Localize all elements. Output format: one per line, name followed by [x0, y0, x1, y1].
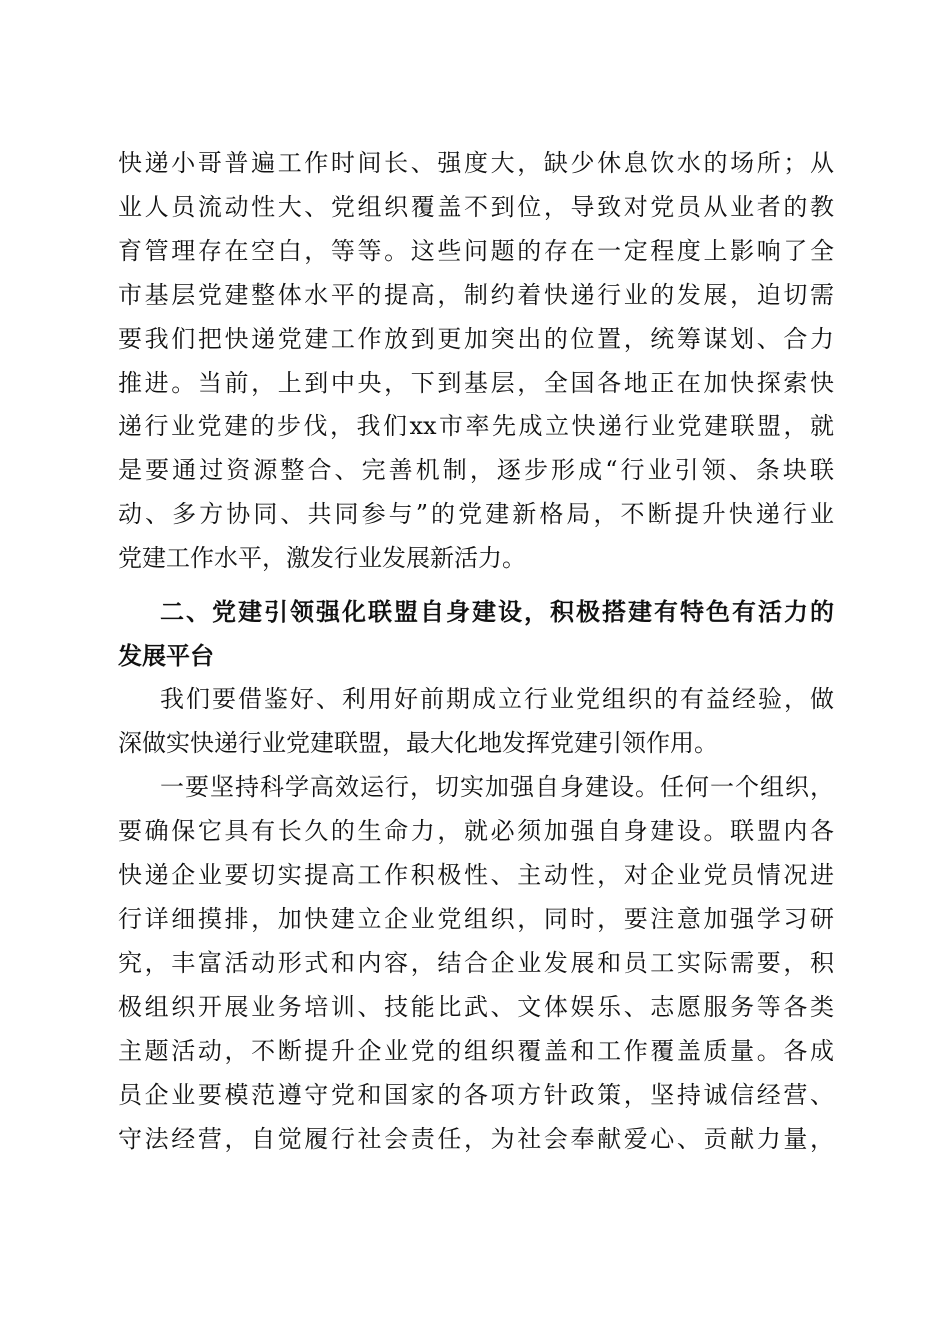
body-line: 我们要借鉴好、利用好前期成立行业党组织的有益经验，做 — [160, 685, 834, 713]
body-line: 深做实快递行业党建联盟，最大化地发挥党建引领作用。 — [118, 729, 718, 757]
body-line: 是要通过资源整合、完善机制，逐步形成“行业引领、条块联 — [118, 456, 834, 484]
body-line: 主题活动，不断提升企业党的组织覆盖和工作覆盖质量。各成 — [118, 1037, 834, 1065]
section-heading: 发展平台 — [118, 642, 214, 670]
body-line: 党建工作水平，激发行业发展新活力。 — [118, 544, 526, 572]
body-line: 快递企业要切实提高工作积极性、主动性，对企业党员情况进 — [118, 861, 834, 889]
section-heading: 二、党建引领强化联盟自身建设，积极搭建有特色有活力的 — [160, 598, 834, 626]
body-line: 行详细摸排，加快建立企业党组织，同时，要注意加强学习研 — [118, 905, 834, 933]
body-line: 快递小哥普遍工作时间长、强度大，缺少休息饮水的场所；从 — [118, 149, 834, 177]
body-line: 推进。当前，上到中央，下到基层，全国各地正在加快探索快 — [118, 369, 834, 397]
body-line: 要我们把快递党建工作放到更加突出的位置，统筹谋划、合力 — [118, 325, 834, 353]
body-line: 动、多方协同、共同参与”的党建新格局，不断提升快递行业 — [118, 500, 834, 528]
body-line: 业人员流动性大、党组织覆盖不到位，导致对党员从业者的教 — [118, 193, 834, 221]
body-line: 要确保它具有长久的生命力，就必须加强自身建设。联盟内各 — [118, 817, 834, 845]
body-line: 员企业要模范遵守党和国家的各项方针政策，坚持诚信经营、 — [118, 1081, 834, 1109]
body-line: 递行业党建的步伐，我们xx市率先成立快递行业党建联盟，就 — [118, 412, 834, 440]
body-line: 市基层党建整体水平的提高，制约着快递行业的发展，迫切需 — [118, 281, 834, 309]
body-line: 极组织开展业务培训、技能比武、文体娱乐、志愿服务等各类 — [118, 993, 834, 1021]
body-line: 守法经营，自觉履行社会责任，为社会奉献爱心、贡献力量， — [118, 1125, 834, 1153]
body-line: 育管理存在空白，等等。这些问题的存在一定程度上影响了全 — [118, 237, 834, 265]
body-line: 一要坚持科学高效运行，切实加强自身建设。任何一个组织， — [160, 773, 834, 801]
body-line: 究，丰富活动形式和内容，结合企业发展和员工实际需要，积 — [118, 949, 834, 977]
